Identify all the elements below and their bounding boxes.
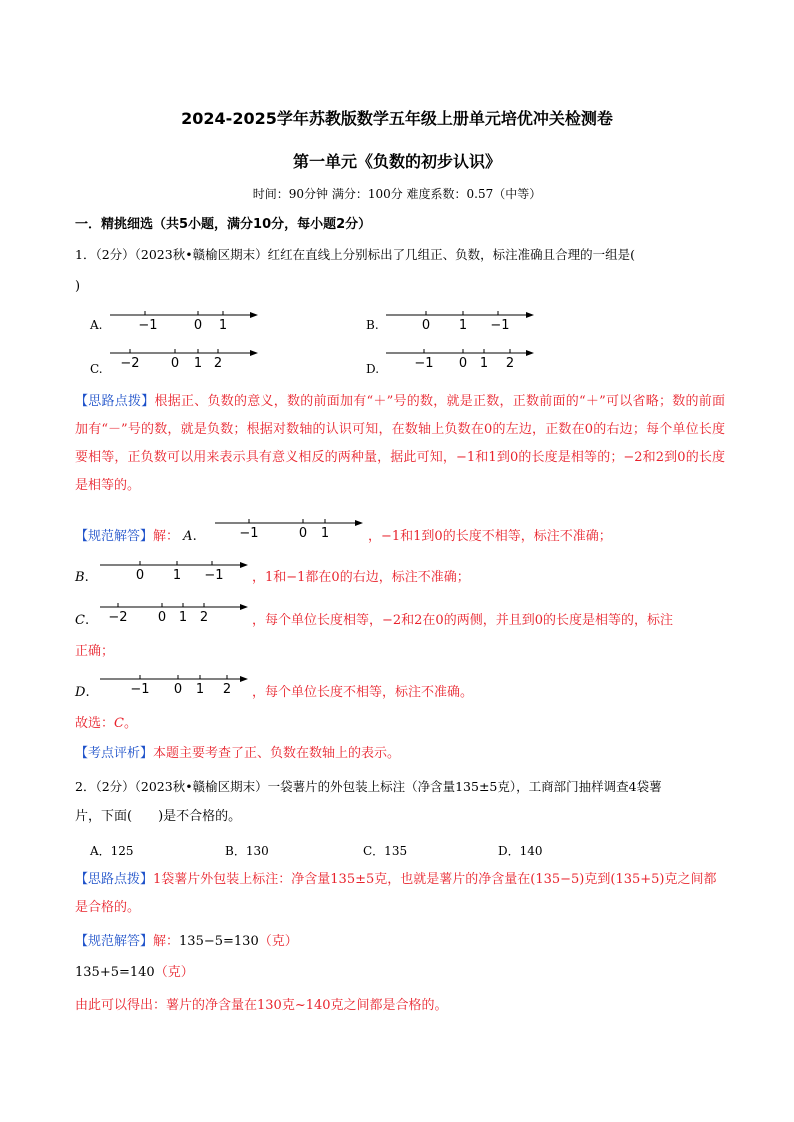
solution-a-letter: A xyxy=(183,529,193,544)
review-label: 【考点评析】 xyxy=(75,746,154,761)
tick-label: −1 xyxy=(239,526,259,541)
tick-label: 0 xyxy=(421,318,431,333)
hint-label: 【思路点拨】 xyxy=(75,394,155,409)
option-d-number-line xyxy=(386,346,536,376)
solution-c-text-cont: 正确； xyxy=(75,644,115,659)
tick-label: 0 xyxy=(135,568,145,583)
tick-label: −1 xyxy=(414,356,434,371)
tick-label: 0 xyxy=(298,526,308,541)
option-b-number-line xyxy=(386,308,536,338)
solution-b-text: ，1和−1都在0的右边，标注不准确； xyxy=(252,570,470,585)
tick-label: 0 xyxy=(193,318,203,333)
solution-a-row: 【规范解答】解： A. xyxy=(75,529,197,544)
tick-label: −2 xyxy=(108,610,128,625)
question-1-stem: 1．（2分）（2023秋•赣榆区期末）红红在直线上分别标出了几组正、负数，标注准确且合理的一组是( xyxy=(75,247,635,262)
calc-2: 135+5=140 xyxy=(75,965,155,980)
tick-label: −1 xyxy=(138,318,158,333)
question-1-stem-end: ) xyxy=(75,279,81,294)
q2-option-a: A．125 xyxy=(90,844,134,858)
tick-label: −1 xyxy=(490,318,510,333)
tick-label: 1 xyxy=(479,356,489,371)
review-text: 本题主要考查了正、负数在数轴上的表示。 xyxy=(153,746,401,761)
solution-prefix: 解： xyxy=(153,529,180,544)
exam-info: 时间：90分钟 满分：100分 难度系数：0.57（中等） xyxy=(252,187,542,201)
solution-c-letter: C xyxy=(75,613,85,628)
solution-d-text: ，每个单位长度不相等，标注不准确。 xyxy=(252,685,474,700)
solution-prefix: 解： xyxy=(153,934,180,949)
question-1-review xyxy=(75,744,400,764)
calc-1-unit: （克） xyxy=(258,934,298,949)
option-a-letter: A. xyxy=(90,318,103,332)
solution-a-text: ，−1和1到0的长度不相等，标注不准确； xyxy=(368,529,612,544)
question-2-calc-2 xyxy=(75,963,194,983)
tick-label: 2 xyxy=(222,682,232,697)
solution-b-letter: B xyxy=(75,570,85,585)
section-heading: 一．精挑细选（共5小题，满分10分，每小题2分） xyxy=(75,217,372,232)
option-a-number-line xyxy=(110,308,260,338)
solution-label: 【规范解答】 xyxy=(75,934,154,949)
question-2-conclusion: 由此可以得出：薯片的净含量在130克~140克之间都是合格的。 xyxy=(75,998,448,1013)
tick-label: 1 xyxy=(195,682,205,697)
unit-title: 第一单元《负数的初步认识》 xyxy=(292,152,501,171)
solution-b-number-line xyxy=(100,558,250,588)
solution-c-number-line xyxy=(100,600,250,630)
q2-option-c: C．135 xyxy=(363,844,408,858)
hint-label: 【思路点拨】 xyxy=(75,872,154,887)
question-2-stem: 2．（2分）（2023秋•赣榆区期末）一袋薯片的外包装上标注（净含量135±5克），工商部门抽样调查4袋薯 xyxy=(75,779,662,794)
solution-d-letter: D xyxy=(75,685,86,700)
option-b-letter: B. xyxy=(366,318,379,332)
tick-label: 1 xyxy=(178,610,188,625)
hint-text: 根据正、负数的意义，数的前面加有“＋”号的数，就是正数，正数前面的“＋”可以省略；数的前面加有“－”号的数，就是负数；根据对数轴的认识可知，在数轴上负数在0的左边，正数在0的右边；每个单位长度要相等，正负数可以用来表示具有意义相反的两种量，据此可知，−1和1到0的长度是相等的；−2和2到0的长度是相等的。 xyxy=(75,394,725,493)
tick-label: 0 xyxy=(173,682,183,697)
solution-d-row: D. xyxy=(75,685,90,700)
calc-2-unit: （克） xyxy=(154,965,194,980)
q2-option-b: B．130 xyxy=(225,844,269,858)
tick-label: 1 xyxy=(172,568,182,583)
tick-label: 2 xyxy=(505,356,515,371)
tick-label: 1 xyxy=(218,318,228,333)
tick-label: −2 xyxy=(120,356,140,371)
solution-a-number-line xyxy=(215,516,365,546)
tick-label: 2 xyxy=(213,356,223,371)
tick-label: 0 xyxy=(157,610,167,625)
answer-suffix: 。 xyxy=(123,716,137,731)
page-title: 2024-2025学年苏教版数学五年级上册单元培优冲关检测卷 xyxy=(181,109,613,128)
tick-label: 1 xyxy=(458,318,468,333)
solution-c-text: ，每个单位长度相等，−2和2在0的两侧，并且到0的长度是相等的，标注 xyxy=(252,613,673,628)
tick-label: −1 xyxy=(130,682,150,697)
option-d-letter: D. xyxy=(366,362,380,376)
tick-label: 1 xyxy=(193,356,203,371)
tick-label: 2 xyxy=(199,610,209,625)
solution-d-number-line xyxy=(100,672,250,702)
tick-label: 0 xyxy=(170,356,180,371)
option-c-number-line xyxy=(110,346,260,376)
tick-label: 0 xyxy=(458,356,468,371)
hint-text: 1袋薯片外包装上标注：净含量135±5克，也就是薯片的净含量在(135−5)克到(135+5)克之间都是合格的。 xyxy=(75,872,717,915)
solution-b-row: B. xyxy=(75,570,89,585)
tick-label: 1 xyxy=(320,526,330,541)
tick-label: −1 xyxy=(204,568,224,583)
answer-prefix: 故选： xyxy=(75,716,115,731)
question-2-stem-end: 片，下面( )是不合格的。 xyxy=(75,809,242,824)
option-c-letter: C. xyxy=(90,362,103,376)
question-2-hint xyxy=(75,866,725,922)
question-1-hint xyxy=(75,388,725,500)
calc-1: 135−5=130 xyxy=(179,934,259,949)
question-1-answer xyxy=(75,714,137,734)
question-2-solution xyxy=(75,932,298,952)
q2-option-d: D．140 xyxy=(498,844,543,858)
solution-c-row: C. xyxy=(75,613,90,628)
solution-label: 【规范解答】 xyxy=(75,529,154,544)
answer-letter: C xyxy=(114,716,124,731)
